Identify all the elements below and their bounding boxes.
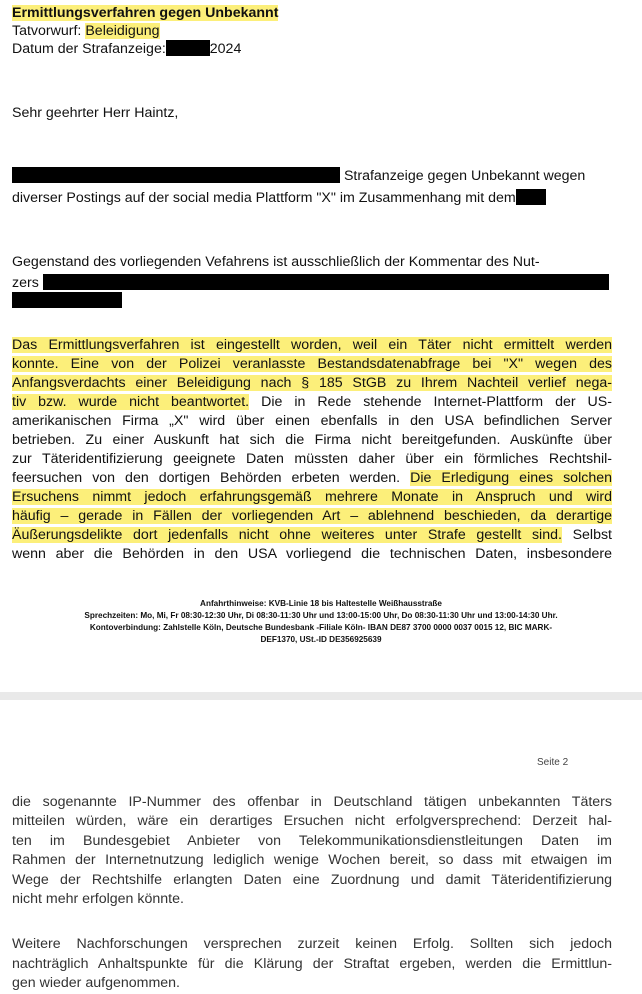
para3-line: amerikanischen Firma „X" wird über einen ebenfalls in den USA befindlichen Server: [12, 413, 612, 429]
page2-line: Weitere Nachforschungen versprechen zurzeit keinen Erfolg. Sollten sich jedoch: [12, 936, 612, 952]
case-title: Ermittlungsverfahren gegen Unbekannt: [12, 5, 279, 21]
para3-line: tiv bzw. wurde nicht beantwortet. Die in Rede stehende Internet-Plattform der US-: [12, 394, 612, 410]
datum-row: Datum der Strafanzeige: 2024: [12, 41, 242, 57]
para3-line: zur Täteridentifizierung geeignete Daten müssten daher über ein förmliches Rechtshil-: [12, 451, 612, 467]
page2-line: die sogenannte IP-Nummer des offenbar in Deutschland tätigen unbekannten Täters: [12, 794, 612, 810]
para3-line: wenn aber die Behörden in den USA vorliegend die technischen Daten, insbesondere: [12, 546, 612, 562]
para2-line2: zers: [12, 274, 609, 292]
para3-line: Anfangsverdachts einer Beleidigung nach § 185 StGB zu Ihrem Nachteil verlief nega-: [12, 375, 612, 391]
tatvorwurf-row: Tatvorwurf: Beleidigung: [12, 23, 160, 39]
footer-konto: Kontoverbindung: Zahlstelle Köln, Deutsche Bundesbank -Filiale Köln- IBAN DE87 3700 0000 0037 0015 12, BIC MARK-: [89, 623, 553, 632]
redaction-bar: [12, 167, 340, 183]
page2-line: gen wieder aufgenommen.: [12, 975, 180, 991]
para2-line3: [12, 292, 122, 310]
footer-anfahrt: Anfahrthinweise: KVB-Linie 18 bis Haltestelle Weißhausstraße: [200, 599, 442, 608]
para1-line1: Strafanzeige gegen Unbekannt wegen: [12, 167, 585, 185]
redaction-bar: [43, 274, 609, 290]
para3-line: betrieben. Zu einer Auskunft hat sich die Firma nicht bereitgefunden. Auskünfte über: [12, 432, 612, 448]
para1-line2: diverser Postings auf der social media Plattform "X" im Zusammenhang mit dem: [12, 189, 546, 207]
para3-line: Das Ermittlungsverfahren ist eingestellt worden, weil ein Täter nicht ermittelt werden: [12, 337, 612, 353]
footer-konto-2: DEF1370, USt.-ID DE356925639: [260, 635, 382, 644]
page2-line: Rahmen der Internetnutzung lediglich wenige Wochen bereit, so dass mit etwaigen im: [12, 852, 612, 868]
para3-line: feersuchen von den dortigen Behörden erbeten werden. Die Erledigung eines solchen: [12, 470, 612, 486]
page2-line: ten im Bundesgebiet Anbieter von Telekommunikationsdienstleitungen Daten im: [12, 833, 612, 849]
redaction-bar: [166, 40, 210, 56]
page-number: Seite 2: [537, 757, 569, 768]
page2-line: nicht mehr erfolgen könnte.: [12, 891, 184, 907]
para3-line: häufig – gerade in Fällen der vorliegenden Art – ablehnend beschieden, da derartige: [12, 508, 612, 524]
page2-line: mitteilen würden, wäre ein derartiges Ersuchen nicht erfolgversprechend: Derzeit hal-: [12, 813, 612, 829]
redaction-bar: [12, 292, 122, 308]
para2-line1: Gegenstand des vorliegenden Vefahrens ist ausschließlich der Kommentar des Nut-: [12, 254, 540, 270]
redaction-bar: [516, 189, 546, 205]
page2-line: Wege der Rechtshilfe erlangten Daten eine Zuordnung und damit Täteridentifizierung: [12, 872, 612, 888]
para3-line: konnte. Eine von der Polizei veranlasste Bestandsdatenabfrage bei "X" wegen des: [12, 356, 612, 372]
para3-line: Äußerungsdelikte dort jedenfalls nicht ohne weiteres unter Strafe gestellt sind. Selbst: [12, 527, 612, 543]
footer-sprechzeiten: Sprechzeiten: Mo, Mi, Fr 08:30-12:30 Uhr, Di 08:30-11:30 Uhr und 13:00-15:00 Uhr, Do 08:30-11:30 Uhr und 13:00-14:30 Uhr.: [84, 611, 558, 620]
salutation: Sehr geehrter Herr Haintz,: [12, 105, 179, 121]
para3-line: Ersuchens nimmt jedoch erfahrungsgemäß mehrere Monate in Anspruch und wird: [12, 489, 612, 505]
page2-line: nachträglich Anhaltspunkte für die Klärung der Straftat ergeben, werden die Ermittlun-: [12, 956, 612, 972]
